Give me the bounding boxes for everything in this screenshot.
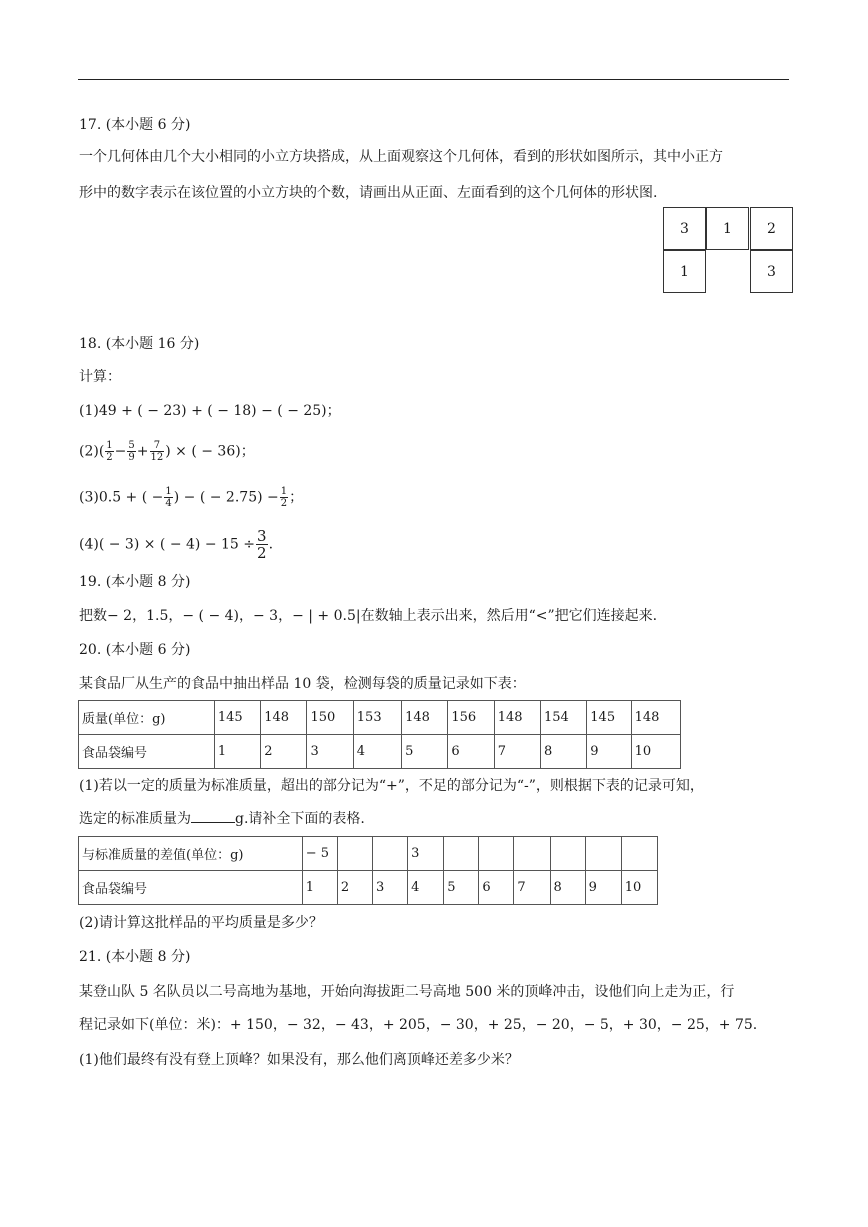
q18-part3: (3)0.5 + ( − $\frac{1}{4}$ ) − ( − 2.75) − $\frac{1}{2}$ ； (79, 486, 304, 509)
q20-intro: 某食品厂从生产的食品中抽出样品 10 袋，检测每袋的质量记录如下表： (79, 676, 526, 692)
table-cell: 4 (408, 871, 444, 905)
table-cell: 2 (261, 735, 307, 769)
table-cell: 7 (514, 871, 550, 905)
table-cell: 2 (337, 871, 372, 905)
table-cell (514, 837, 550, 871)
table-row (79, 871, 658, 905)
table-cell: 5 (444, 871, 479, 905)
q18-header: 18. (本小题 16 分) (79, 336, 200, 352)
table-cell: 148 (494, 701, 540, 735)
grid-cell-r1c2: 1 (706, 207, 749, 250)
table-cell (550, 837, 585, 871)
q18-part4: (4)( − 3) × ( − 4) − 15 ÷ $\frac{3}{2}$ . (79, 527, 274, 562)
table-row (79, 701, 681, 735)
row-label: 食品袋编号 (79, 871, 303, 905)
table-cell: 148 (261, 701, 307, 735)
grid-cell-r2c1: 1 (663, 250, 706, 293)
table-cell: 3 (307, 735, 353, 769)
q21-header: 21. (本小题 8 分) (79, 949, 191, 965)
table-cell: 3 (408, 837, 444, 871)
header-rule (78, 79, 789, 80)
row-label: 质量(单位：g) (79, 701, 215, 735)
difference-table (78, 836, 658, 905)
table-cell (479, 837, 514, 871)
q20-part2: (2)请计算这批样品的平均质量是多少？ (79, 915, 323, 931)
table-cell: 145 (587, 701, 631, 735)
grid-cell-r1c3: 2 (750, 207, 793, 250)
table-cell: 9 (585, 871, 621, 905)
table-cell (444, 837, 479, 871)
q20-part1-line1: (1)若以一定的质量为标准质量，超出的部分记为“+”，不足的部分记为“-”，则根据下表的记录可知， (79, 778, 704, 794)
q20-part1-line2: 选定的标准质量为 g.请补全下面的表格. (79, 811, 365, 827)
row-label: 与标准质量的差值(单位：g) (79, 837, 303, 871)
table-cell: 10 (621, 871, 657, 905)
table-cell: 1 (214, 735, 260, 769)
table-cell: − 5 (302, 837, 337, 871)
q17-header: 17. (本小题 6 分) (79, 117, 191, 133)
table-cell: 3 (372, 871, 407, 905)
table-cell: 153 (353, 701, 401, 735)
table-cell: 7 (494, 735, 540, 769)
table-cell: 5 (402, 735, 448, 769)
table-cell: 6 (448, 735, 494, 769)
q21-text-line2: 程记录如下(单位：米)：+ 150，− 32，− 43，+ 205，− 30，+ 25，− 20，− 5，+ 30，− 25，+ 75. (79, 1017, 758, 1033)
table-cell (621, 837, 657, 871)
fraction: $\frac{1}{4}$ (165, 486, 172, 509)
grid-cell-r1c1: 3 (663, 207, 706, 250)
table-cell: 145 (214, 701, 260, 735)
fraction: $\frac{1}{2}$ (280, 486, 288, 509)
table-row (79, 735, 681, 769)
q17-text-line1: 一个几何体由几个大小相同的小立方块搭成，从上面观察这个几何体，看到的形状如图所示，其中小正方 (79, 149, 723, 165)
table-cell: 6 (479, 871, 514, 905)
table-cell: 10 (631, 735, 680, 769)
table-cell: 154 (540, 701, 586, 735)
q19-header: 19. (本小题 8 分) (79, 574, 191, 590)
q21-text-line1: 某登山队 5 名队员以二号高地为基地，开始向海拔距二号高地 500 米的顶峰冲击，设他们向上走为正，行 (79, 984, 735, 1000)
fraction: $\frac{5}{9}$ (128, 440, 135, 463)
q17-text-line2: 形中的数字表示在该位置的小立方块的个数，请画出从正面、左面看到的这个几何体的形状图. (79, 185, 658, 201)
q20-header: 20. (本小题 6 分) (79, 642, 191, 658)
table-cell (372, 837, 407, 871)
fraction: $\frac{7}{12}$ (150, 440, 164, 463)
q21-part1: (1)他们最终有没有登上顶峰？如果没有，那么他们离顶峰还差多少米？ (79, 1052, 519, 1068)
table-cell: 8 (550, 871, 585, 905)
table-cell: 4 (353, 735, 401, 769)
answer-blank[interactable] (191, 810, 235, 823)
fraction: $\frac{1}{2}$ (106, 440, 113, 463)
q19-text: 把数− 2，1.5，− ( − 4)，− 3，− | + 0.5|在数轴上表示出来，然后用“<”把它们连接起来. (79, 608, 658, 624)
table-cell: 148 (631, 701, 680, 735)
table-cell (585, 837, 621, 871)
table-row (79, 837, 658, 871)
table-cell: 150 (307, 701, 353, 735)
table-cell: 8 (540, 735, 586, 769)
top-view-figure (663, 207, 794, 295)
row-label: 食品袋编号 (79, 735, 215, 769)
q18-part2: (2)( $\frac{1}{2}$ − $\frac{5}{9}$ + $\frac{7}{12}$ ) × ( − 36)； (79, 440, 255, 463)
grid-cell-r2c3: 3 (750, 250, 793, 293)
fraction: $\frac{3}{2}$ (257, 527, 267, 562)
q18-intro: 计算： (79, 369, 121, 385)
q18-part1: (1)49 + ( − 23) + ( − 18) − ( − 25)； (79, 403, 341, 419)
table-cell: 156 (448, 701, 494, 735)
table-cell: 148 (402, 701, 448, 735)
table-cell: 9 (587, 735, 631, 769)
table-cell (337, 837, 372, 871)
table-cell: 1 (302, 871, 337, 905)
mass-table (78, 700, 681, 769)
